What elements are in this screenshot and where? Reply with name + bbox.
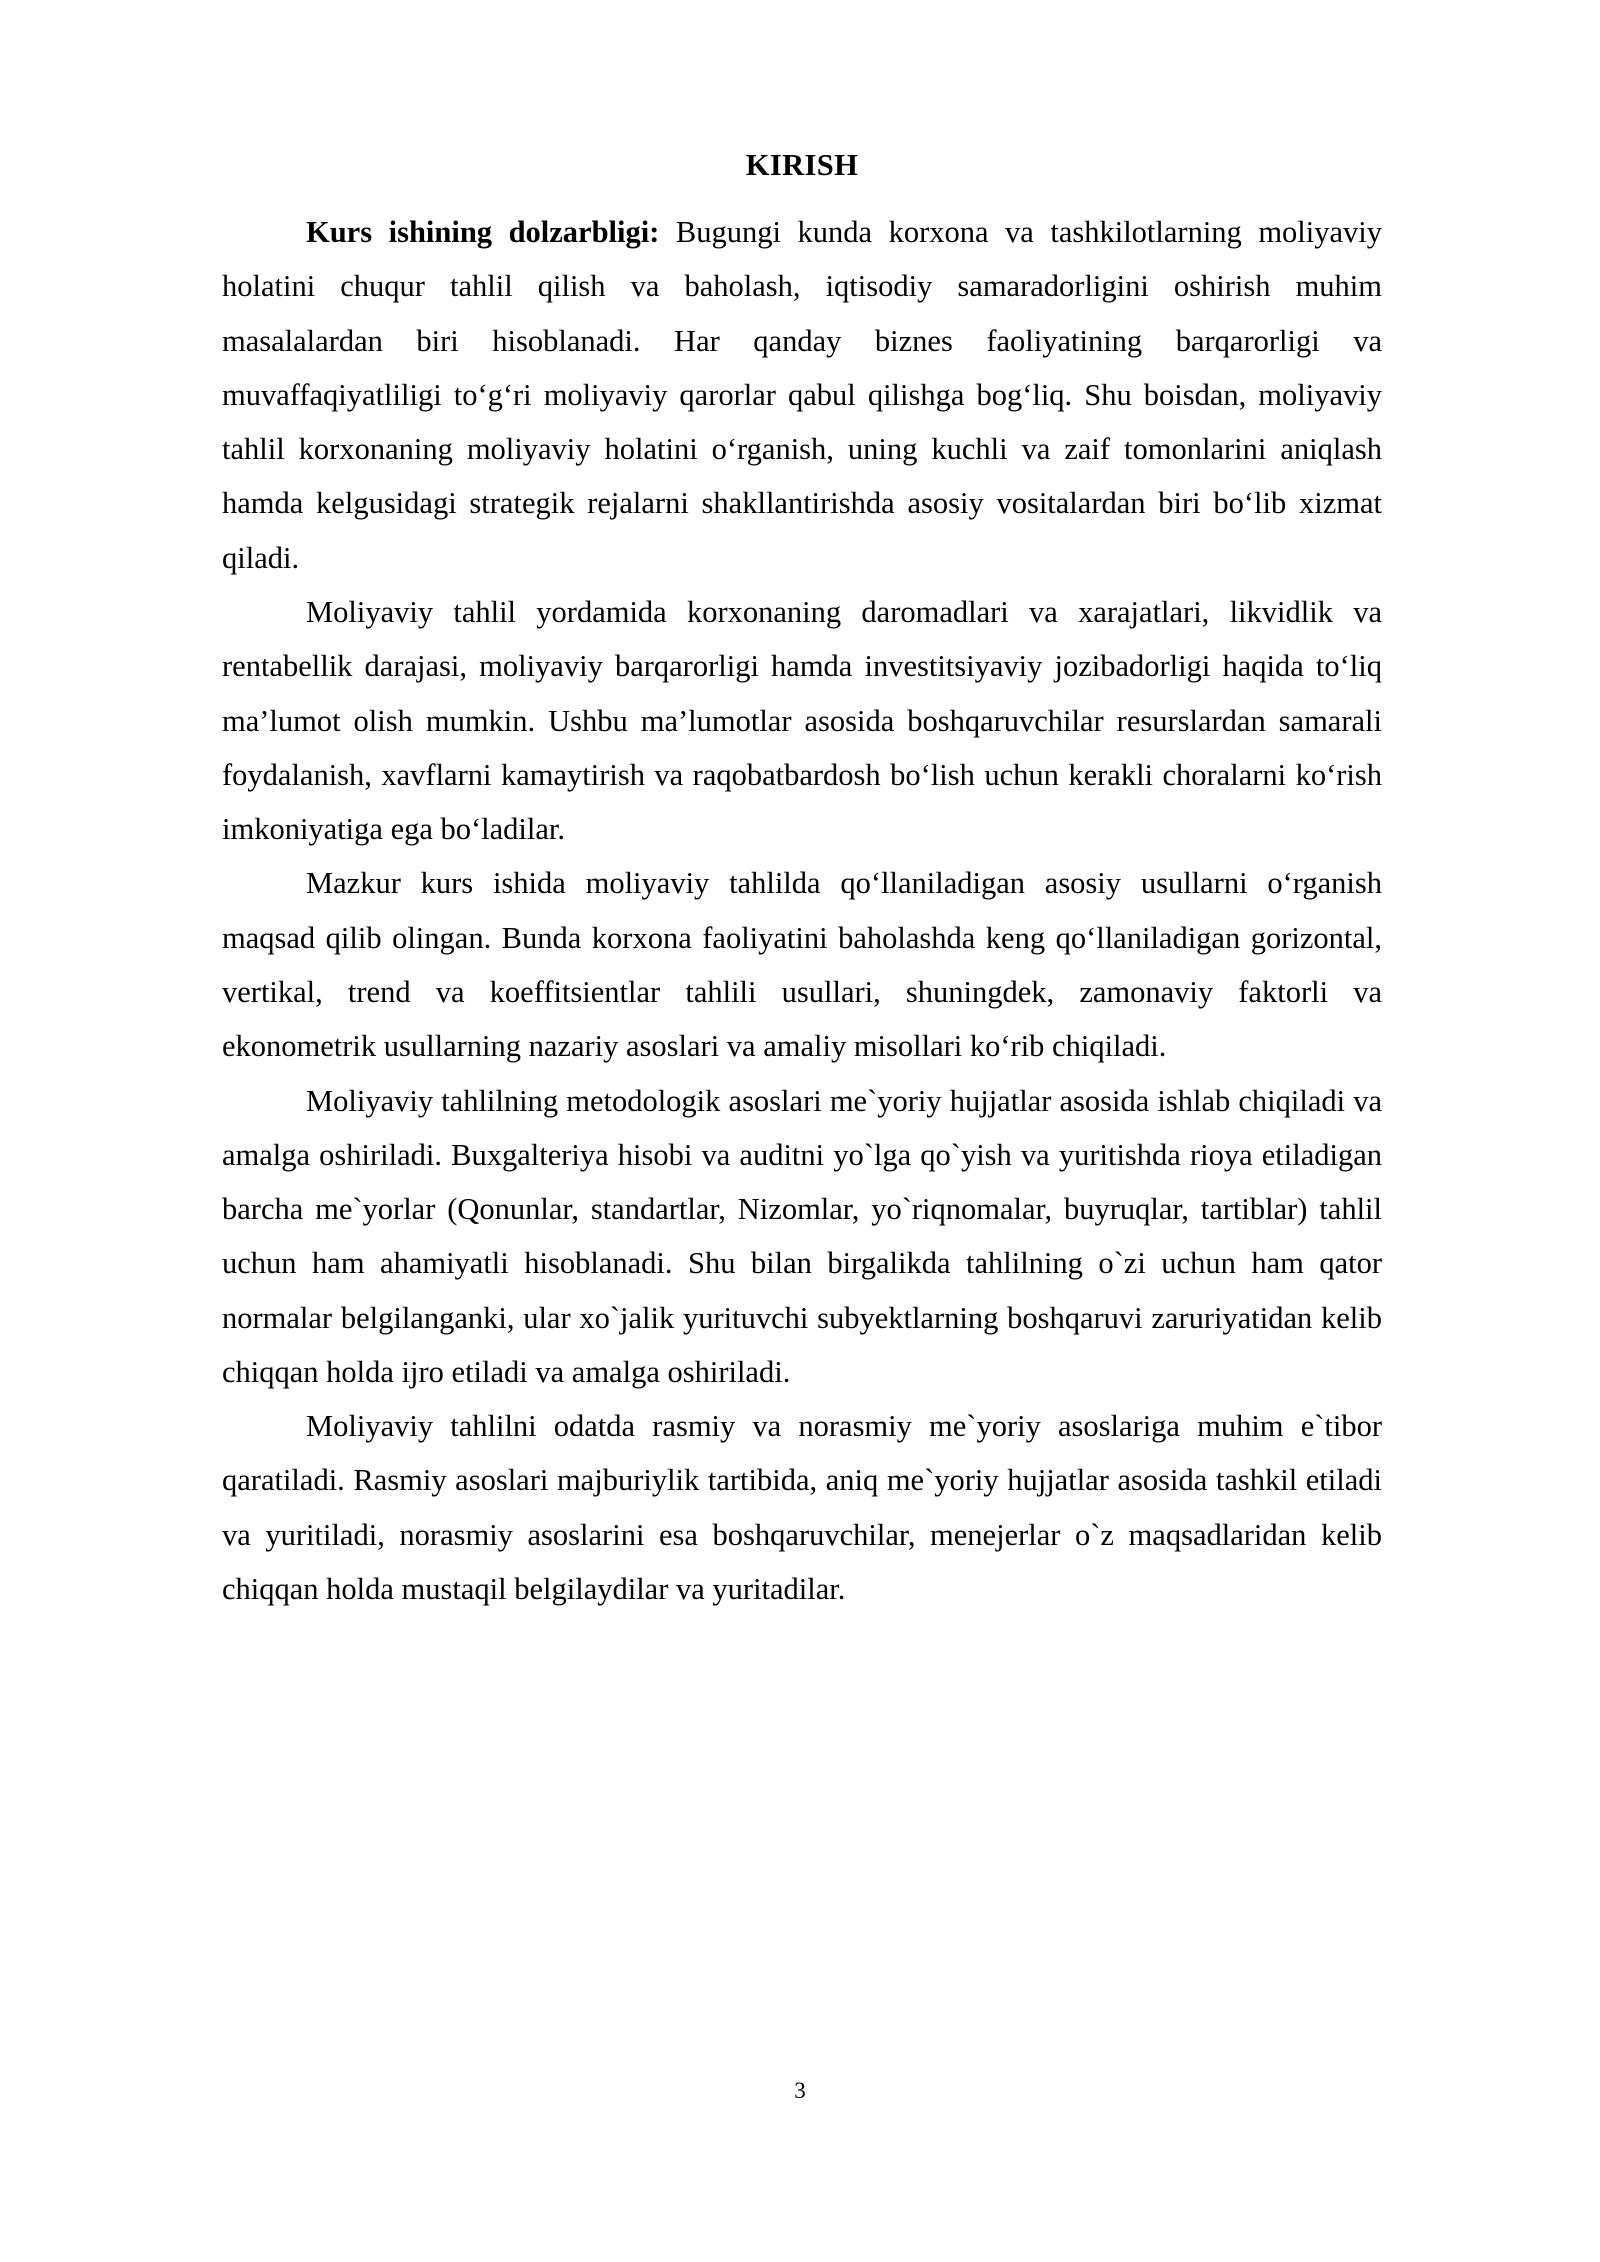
paragraph-5-text: Moliyaviy tahlilni odatda rasmiy va norasmiy me`yoriy asoslariga muhim e`tibor qaratiladi. Rasmiy asoslari majburiylik tartibida, aniq me`yoriy hujjatlar asosida tashkil etiladi va yuritiladi, norasmiy asoslarini esa boshqaruvchilar, menejerlar o`z maqsadlaridan kelib chiqqan holda mustaqil belgilaydilar va yuritadilar. xyxy=(222,1409,1382,1607)
paragraph-3-text: Mazkur kurs ishida moliyaviy tahlilda qoʻllaniladigan asosiy usullarni oʻrganish maqsad qilib olingan. Bunda korxona faoliyatini baholashda keng qoʻllaniladigan gorizontal, vertikal, trend va koeffitsientlar tahlili usullari, shuningdek, zamonaviy faktorli va ekonometrik usullarning nazariy asoslari va amaliy misollari koʻrib chiqiladi. xyxy=(222,866,1382,1064)
page-number: 3 xyxy=(794,2078,806,2103)
paragraph-4 xyxy=(222,1074,1382,1400)
paragraph-3 xyxy=(222,856,1382,1073)
paragraph-1-text: Bugungi kunda korxona va tashkilotlarning moliyaviy holatini chuqur tahlil qilish va baholash, iqtisodiy samaradorligini oshirish muhim masalalardan biri hisoblanadi. Har qanday biznes faoliyatining barqarorligi va muvaffaqiyatliligi toʻgʻri moliyaviy qarorlar qabul qilishga bogʻliq. Shu boisdan, moliyaviy tahlil korxonaning moliyaviy holatini oʻrganish, uning kuchli va zaif tomonlarini aniqlash hamda kelgusidagi strategik rejalarni shakllantirishda asosiy vositalardan biri boʻlib xizmat qiladi. xyxy=(222,215,1383,575)
document-body xyxy=(222,148,1382,1616)
paragraph-1 xyxy=(222,205,1382,585)
paragraph-1-lead: Kurs ishining dolzarbligi: xyxy=(306,215,660,249)
paragraph-2 xyxy=(222,585,1382,856)
page-title: KIRISH xyxy=(745,148,859,182)
paragraph-2-text: Moliyaviy tahlil yordamida korxonaning daromadlari va xarajatlari, likvidlik va rentabellik darajasi, moliyaviy barqarorligi hamda investitsiyaviy jozibadorligi haqida toʻliq ma’lumot olish mumkin. Ushbu ma’lumotlar asosida boshqaruvchilar resurslardan samarali foydalanish, xavflarni kamaytirish va raqobatbardosh boʻlish uchun kerakli choralarni koʻrish imkoniyatiga ega boʻladilar. xyxy=(222,594,1382,847)
paragraph-5 xyxy=(222,1399,1382,1616)
paragraph-4-text: Moliyaviy tahlilning metodologik asoslari me`yoriy hujjatlar asosida ishlab chiqiladi va amalga oshiriladi. Buxgalteriya hisobi va auditni yo`lga qo`yish va yuritishda rioya etiladigan barcha me`yorlar (Qonunlar, standartlar, Nizomlar, yo`riqnomalar, buyruqlar, tartiblar) tahlil uchun ham ahamiyatli hisoblanadi. Shu bilan birgalikda tahlilning o`zi uchun ham qator normalar belgilanganki, ular xo`jalik yurituvchi subyektlarning boshqaruvi zaruriyatidan kelib chiqqan holda ijro etiladi va amalga oshiriladi. xyxy=(222,1083,1382,1389)
